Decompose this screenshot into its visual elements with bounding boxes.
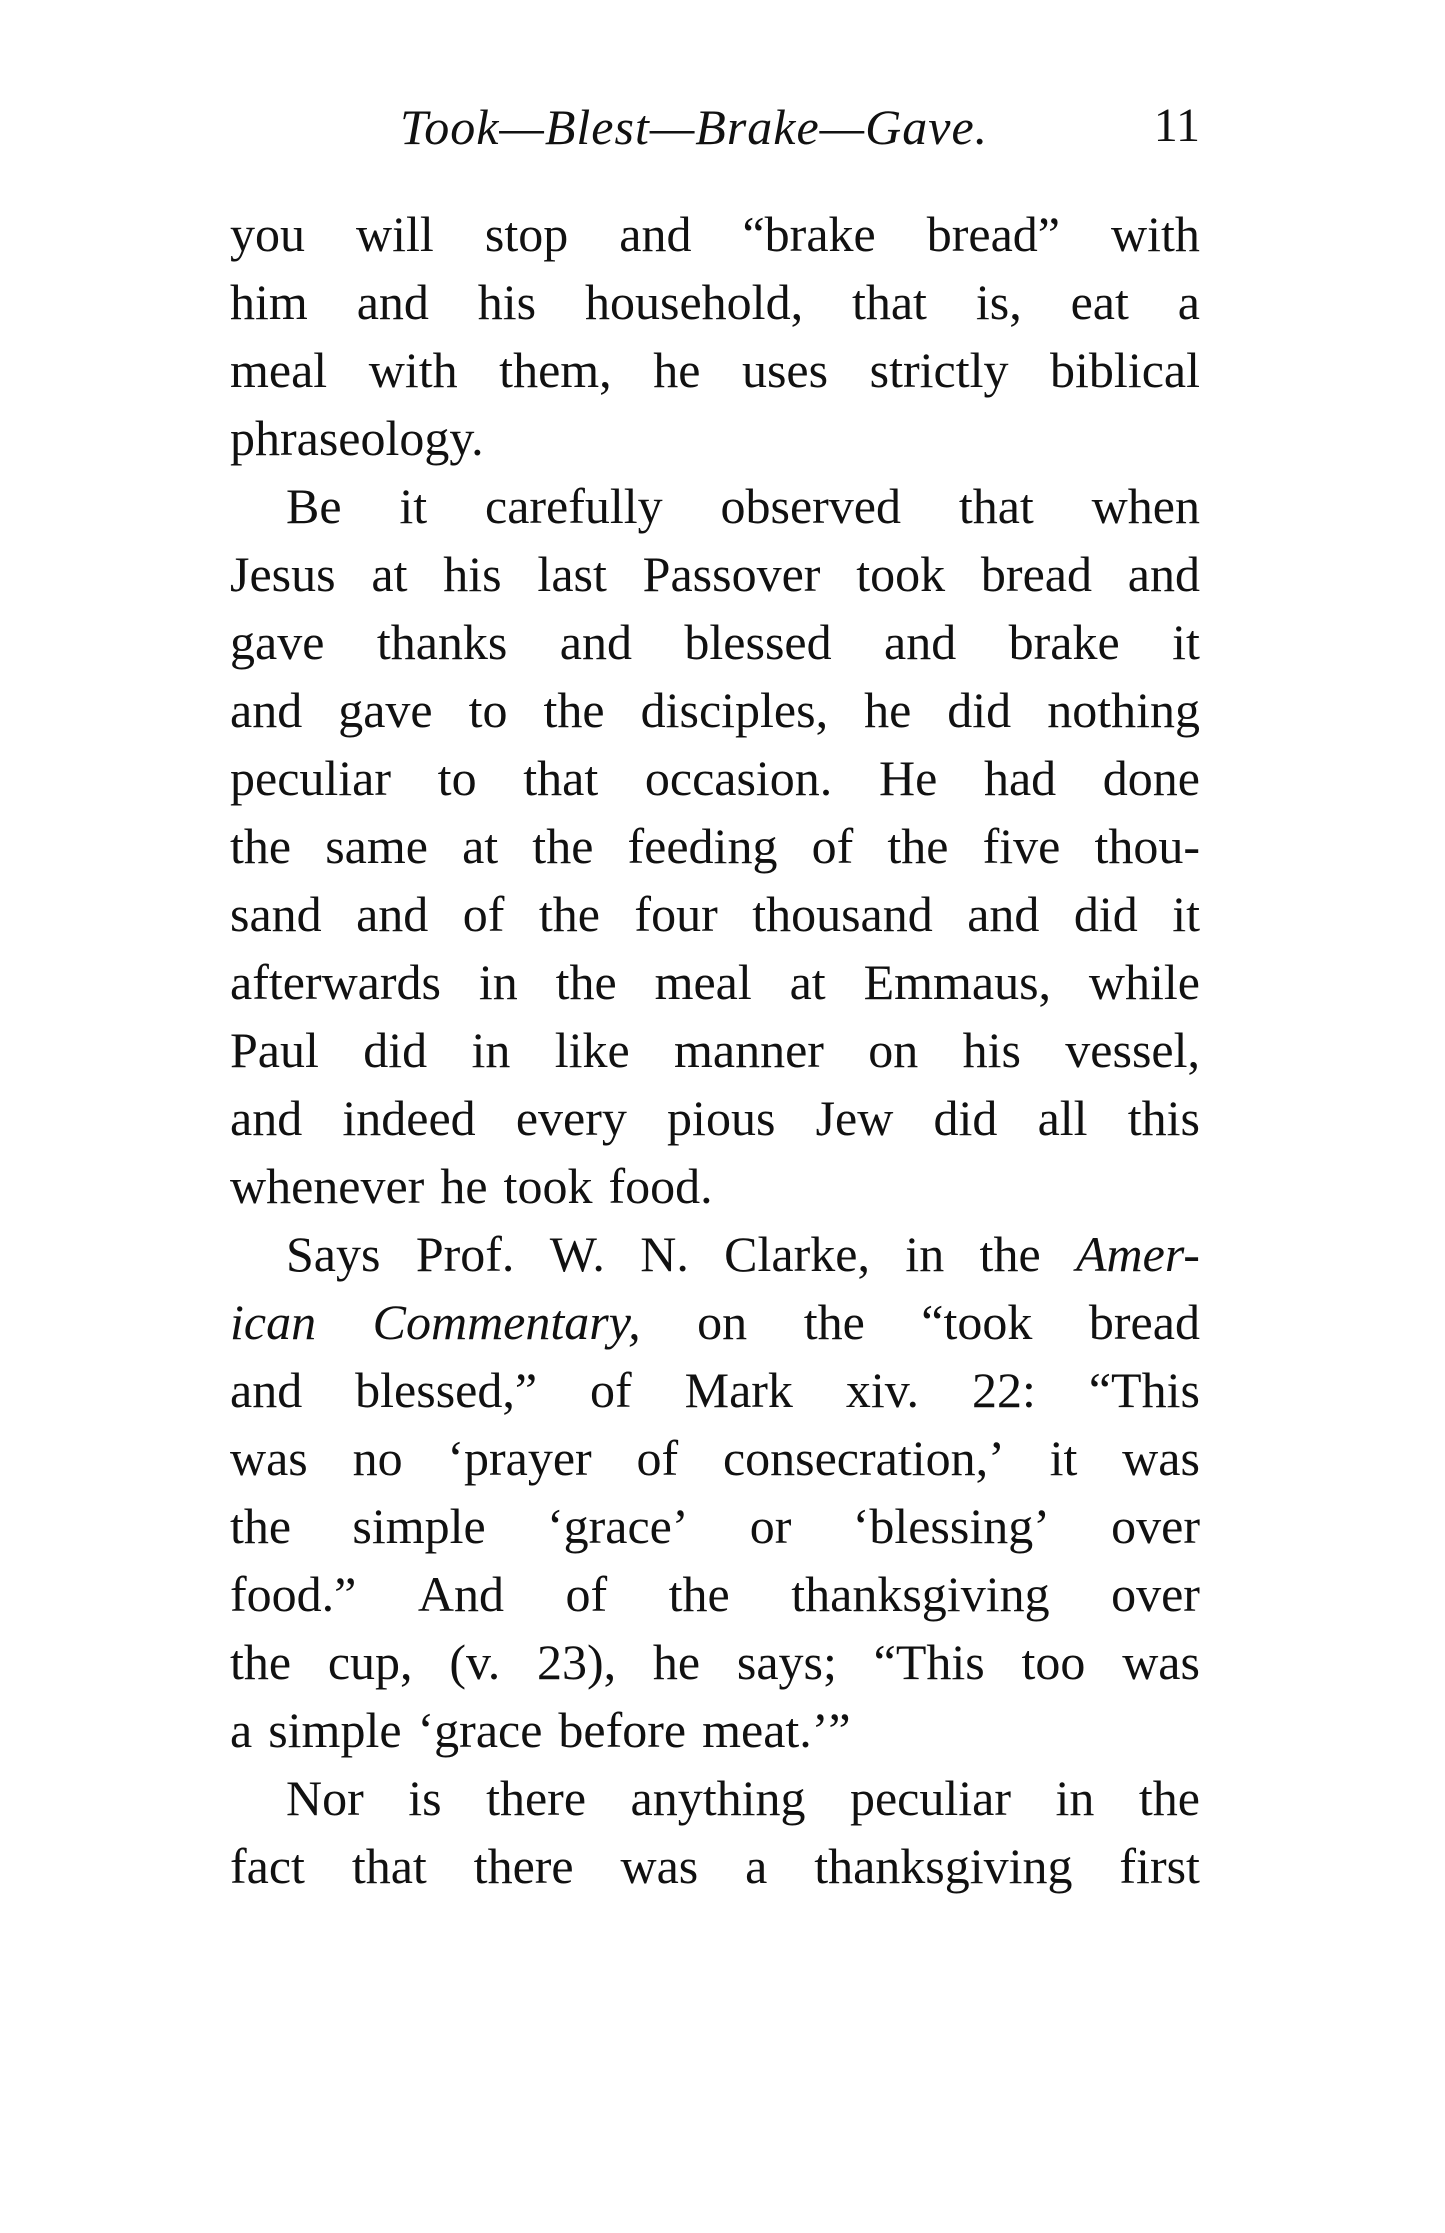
word: strictly [869,342,1009,398]
word: (v. [449,1634,501,1690]
word: or [749,1498,792,1554]
word: last [537,546,607,602]
word: Clarke, [724,1226,870,1282]
word: Be [286,478,342,534]
word: the [887,818,949,874]
word: anything [630,1770,806,1826]
text-line [230,1152,1200,1220]
word: Commentary, [372,1294,641,1350]
word: And [417,1566,504,1622]
word: “brake [742,206,876,262]
word: and [1127,546,1200,602]
word: sand [230,886,322,942]
word: occasion. [644,750,833,806]
word: the [230,1498,292,1554]
word: and [619,206,692,262]
word: simple [352,1498,486,1554]
word: gave [230,614,325,670]
word: over [1111,1498,1200,1554]
word: says; [736,1634,837,1690]
word: that [851,274,927,330]
word: is [408,1770,442,1826]
word: W. [549,1226,605,1282]
text-line [230,404,1200,472]
word: was [620,1838,699,1894]
text-line [230,1764,1200,1832]
text-line [230,540,1200,608]
word: Passover [642,546,821,602]
word: vessel, [1065,1022,1200,1078]
word: biblical [1050,342,1200,398]
word: it [399,478,428,534]
word: of [636,1430,679,1486]
word: was [230,1430,308,1486]
word: thanksgiving [814,1838,1073,1894]
word: nothing [1047,682,1200,738]
word: indeed [342,1090,476,1146]
word: peculiar [230,750,392,806]
word: Emmaus, [863,954,1052,1010]
word: and [967,886,1040,942]
word: a [230,1702,253,1758]
word: of [565,1566,608,1622]
word: first [1119,1838,1200,1894]
word: them, [499,342,612,398]
word: it [1172,886,1200,942]
word: is, [975,274,1022,330]
word: blessed,” [355,1362,538,1418]
word: five [982,818,1061,874]
word: of [811,818,854,874]
word: all [1037,1090,1088,1146]
word: cup, [327,1634,413,1690]
word: ‘grace [417,1702,543,1758]
word: with [368,342,458,398]
word: ‘grace’ [546,1498,689,1554]
word: Paul [230,1022,319,1078]
word: food.” [230,1566,357,1622]
word: food. [608,1158,713,1214]
word: xiv. [845,1362,920,1418]
running-title: Took—Blest—Brake—Gave. [400,99,989,155]
word: brake [1008,614,1120,670]
word: his [962,1022,1021,1078]
word: manner [674,1022,824,1078]
text-line [230,1696,1200,1764]
word: the [538,886,600,942]
word: he [652,1634,701,1690]
word: and [230,682,303,738]
word: feeding [627,818,778,874]
word: did [363,1022,428,1078]
word: pious [667,1090,776,1146]
word: took [503,1158,593,1214]
word: meal [654,954,752,1010]
word: Mark [684,1362,793,1418]
word: the [555,954,617,1010]
word: the [532,818,594,874]
word: Amer- [1075,1226,1200,1282]
word: thou- [1094,818,1200,874]
word: four [634,886,718,942]
word: He [878,750,938,806]
word: when [1091,478,1200,534]
text-line [230,1492,1200,1560]
word: bread [980,546,1092,602]
word: that [958,478,1034,534]
word: no [352,1430,403,1486]
word: of [590,1362,632,1418]
word: the [1138,1770,1200,1826]
word: that [523,750,599,806]
body-text [230,200,1200,1900]
word: and [356,274,429,330]
word: phraseology. [230,410,484,466]
word: household, [585,274,804,330]
word: he [653,342,701,398]
word: in [471,1022,511,1078]
word: disciples, [640,682,829,738]
text-line [230,268,1200,336]
word: every [515,1090,627,1146]
word: he [440,1158,488,1214]
text-line [230,1832,1200,1900]
word: it [1172,614,1200,670]
word: that [351,1838,427,1894]
word: his [443,546,502,602]
word: at [371,546,408,602]
word: was [1122,1430,1200,1486]
word: at [789,954,826,1010]
word: fact [230,1838,305,1894]
word: thousand [752,886,933,942]
word: Jesus [230,546,336,602]
word: bread [1088,1294,1200,1350]
word: the [230,818,292,874]
word: ‘prayer [447,1430,592,1486]
word: afterwards [230,954,441,1010]
word: in [1055,1770,1095,1826]
word: done [1102,750,1200,806]
word: there [486,1770,587,1826]
text-line [230,472,1200,540]
word: at [462,818,499,874]
word: and [356,886,429,942]
text-line [230,880,1200,948]
word: in [478,954,518,1010]
word: had [983,750,1057,806]
text-line [230,1288,1200,1356]
word: Jew [815,1090,894,1146]
word: ‘blessing’ [852,1498,1050,1554]
word: you [230,206,305,262]
word: took [856,546,946,602]
text-line [230,1560,1200,1628]
word: peculiar [849,1770,1011,1826]
word: will [356,206,434,262]
word: gave [338,682,433,738]
word: observed [720,478,901,534]
word: did [933,1090,998,1146]
word: on [868,1022,919,1078]
word: blessed [684,614,832,670]
word: too [1021,1634,1086,1690]
running-head [230,98,1200,158]
word: ican [230,1294,317,1350]
word: did [947,682,1012,738]
text-line [230,1356,1200,1424]
word: Nor [286,1770,364,1826]
text-line [230,1424,1200,1492]
word: N. [640,1226,689,1282]
text-line [230,676,1200,744]
word: was [1122,1634,1200,1690]
word: before [558,1702,687,1758]
word: this [1127,1090,1200,1146]
word: simple [268,1702,402,1758]
text-line [230,336,1200,404]
word: 23), [537,1634,617,1690]
word: eat [1070,274,1129,330]
text-line [230,1628,1200,1696]
word: there [473,1838,574,1894]
text-line [230,608,1200,676]
word: uses [741,342,829,398]
word: a [745,1838,768,1894]
word: whenever [230,1158,425,1214]
word: the [979,1226,1041,1282]
page-number: 11 [1153,99,1200,152]
word: a [1177,274,1200,330]
word: stop [484,206,569,262]
word: over [1111,1566,1200,1622]
word: of [462,886,505,942]
word: consecration,’ [722,1430,1005,1486]
word: the [230,1634,292,1690]
word: and [884,614,957,670]
word: thanksgiving [791,1566,1050,1622]
text-line [230,744,1200,812]
word: the [803,1294,865,1350]
word: to [437,750,477,806]
word: on [697,1294,748,1350]
text-line [230,1016,1200,1084]
word: “This [1088,1362,1200,1418]
word: bread” [926,206,1060,262]
word: with [1111,206,1200,262]
word: “took [921,1294,1033,1350]
word: while [1088,954,1200,1010]
text-line [230,200,1200,268]
word: carefully [485,478,663,534]
text-line [230,812,1200,880]
text-line [230,948,1200,1016]
word: 22: [971,1362,1036,1418]
word: it [1049,1430,1078,1486]
word: like [554,1022,630,1078]
word: the [543,682,605,738]
word: thanks [376,614,508,670]
word: he [864,682,912,738]
word: and [230,1362,303,1418]
word: did [1073,886,1138,942]
word: him [230,274,308,330]
word: “This [873,1634,985,1690]
word: Says [286,1226,381,1282]
word: and [230,1090,303,1146]
text-line [230,1220,1200,1288]
word: Prof. [415,1226,515,1282]
word: meat.’” [702,1702,851,1758]
word: the [668,1566,730,1622]
word: to [468,682,508,738]
word: and [559,614,632,670]
word: same [325,818,428,874]
word: meal [230,342,328,398]
text-line [230,1084,1200,1152]
word: in [905,1226,945,1282]
word: his [477,274,537,330]
